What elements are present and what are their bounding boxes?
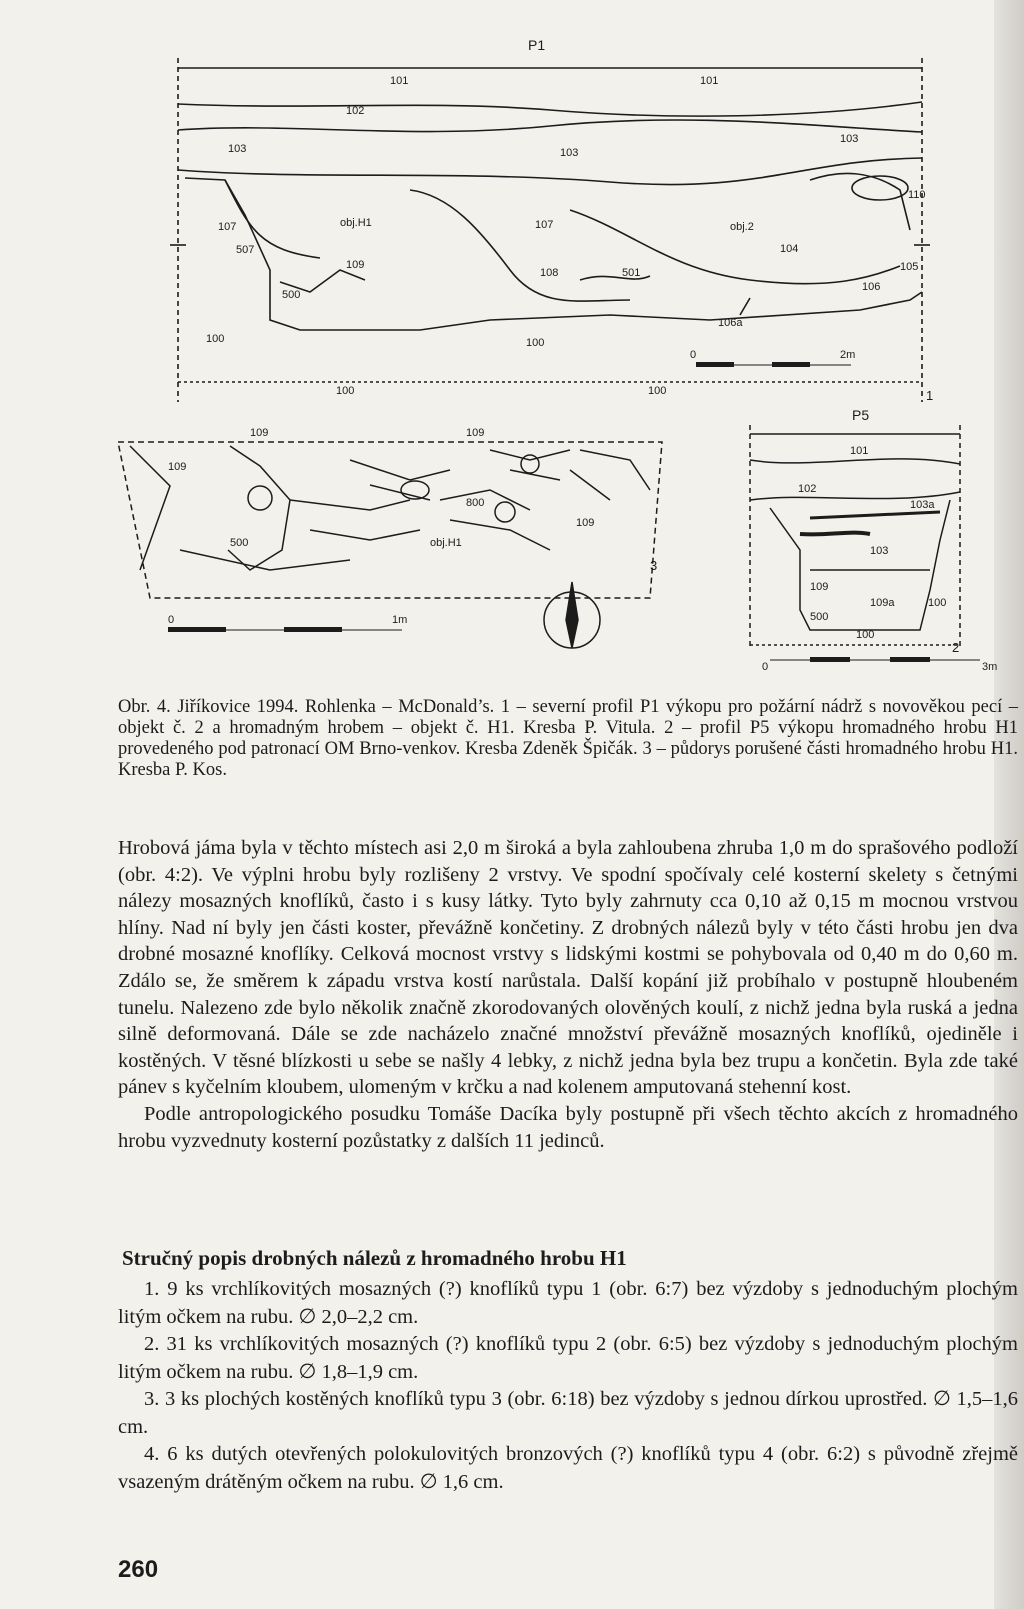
panel-number-1: 1 — [926, 388, 934, 403]
find-item: 2. 31 ks vrchlíkovitých mosazných (?) knoflíků typu 2 (obr. 6:5) bez výzdoby s jednoduchým plochým litým očkem na rubu. ∅ 1,8–1,9 cm. — [118, 1333, 1018, 1383]
p1-label: 106a — [718, 317, 743, 329]
skull-1 — [248, 486, 272, 510]
p1-obj2-a — [410, 190, 630, 301]
skeleton-2 — [350, 460, 450, 500]
profile-p5 — [750, 407, 997, 673]
p1-label: 103 — [840, 133, 859, 145]
p1-label: 108 — [540, 267, 559, 279]
p5-label: 109a — [870, 597, 895, 609]
p1-label: 102 — [346, 105, 365, 117]
p1-oven — [810, 173, 910, 230]
p1-label: 104 — [780, 243, 799, 255]
p1-label: 100 — [648, 385, 667, 397]
p5-label: 103 — [870, 545, 889, 557]
p1-label: 101 — [700, 75, 719, 87]
profile-p1 — [170, 37, 933, 403]
p5-label: 100 — [928, 597, 947, 609]
page-number: 260 — [118, 1556, 159, 1583]
p5-label: 102 — [798, 483, 817, 495]
plan-label: 109 — [576, 517, 595, 529]
skull-4 — [521, 455, 539, 473]
plan-label: 800 — [466, 497, 485, 509]
p1-layer-101 — [178, 102, 922, 116]
skeleton-1 — [228, 446, 290, 570]
p1-layer-labels — [206, 75, 926, 397]
plan-scale-end: 1m — [392, 614, 408, 626]
p5-scale-end: 3m — [982, 661, 998, 673]
p1-label: 105 — [900, 261, 919, 273]
p5-title: P5 — [852, 407, 870, 423]
plan-label: 500 — [230, 537, 249, 549]
find-item: 3. 3 ks plochých kostěných knoflíků typu 3 (obr. 6:18) bez výzdoby s jednou dírkou uprostřed. ∅ 1,5–1,6 cm. — [118, 1388, 1018, 1438]
p1-scale-end: 2m — [840, 349, 856, 361]
p1-label: 501 — [622, 267, 641, 279]
plan-scale-bar — [168, 614, 407, 632]
p1-label: 100 — [206, 333, 225, 345]
plan-h1 — [118, 427, 662, 648]
p1-label: 103 — [228, 143, 247, 155]
panel-number-2: 2 — [952, 640, 960, 655]
p5-scale-start: 0 — [762, 661, 769, 673]
find-item: 1. 9 ks vrchlíkovitých mosazných (?) knoflíků typu 1 (obr. 6:7) bez výzdoby s jednoduchým plochým litým očkem na rubu. ∅ 2,0–2,2 cm. — [118, 1278, 1018, 1328]
figure-caption: Obr. 4. Jiříkovice 1994. Rohlenka – McDonald’s. 1 – severní profil P1 výkopu pro požární nádrž s novověkou pecí – objekt č. 2 a hromadným hrobem – objekt č. H1. Kresba P. Vitula. 2 – profil P5 výkopu hromadného hrobu H1 provedeného pod patronací OM Brno-venkov. Kresba Zdeněk Špičák. 3 – půdorys porušené části hromadného hrobu H1. Kresba P. Kos. — [118, 697, 1018, 780]
p1-label: 106 — [862, 281, 881, 293]
skeleton-5 — [570, 450, 650, 500]
paragraph: Hrobová jáma byla v těchto místech asi 2,0 m široká a byla zahloubena zhruba 1,0 m do sprašového podloží (obr. 4:2). Ve výplni hrobu byly rozlišeny 2 vrstvy. Ve spodní spočívaly celé kosterní skelety s četnými nálezy mosazných knoflíků, často i s kusy látky. Tyto byly zahrnuty cca 0,10 až 0,15 m mocnou vrstvou hlíny. Nad ní byly jen části koster, převážně končetiny. Z drobných nálezů byly v této části hrobu jen dva drobné mosazné knoflíky. Celková mocnost vrstvy s lidskými kostmi se pohybovala od 0,40 m do 0,60 m. Zdálo se, že směrem k západu vrstva kostí narůstala. Další kopání již probíhalo v postupně hloubeném tunelu. Nalezeno zde bylo několik značně zkorodovaných olověných koulí, z nichž jedna byla ruská a jedna silně deformovaná. Dále se zde nacházelo značné množství převážně mosazných knoflíků, ojediněle i kostěných. V těsné blízkosti u sebe se našly 4 lebky, z nichž jedna byla bez trupu a končetin. Byla zde také pánev s kyčelním kloubem, ulomeným v krčku a nad kolenem amputovaná stehenní kost. — [118, 837, 1018, 1099]
skull-3 — [495, 502, 515, 522]
p5-label: 500 — [810, 611, 829, 623]
p5-layer-103a — [810, 512, 940, 518]
plan-label: 109 — [250, 427, 269, 439]
p1-label: 100 — [526, 337, 545, 349]
p1-label: 101 — [390, 75, 409, 87]
body-text — [118, 835, 1018, 1154]
find-item: 4. 6 ks dutých otevřených polokulovitých bronzových (?) knoflíků typu 4 (obr. 6:2) s původně zřejmě vsazeným drátěným očkem na rubu. ∅ 1,6 cm. — [118, 1443, 1018, 1493]
p5-layer-101 — [750, 459, 960, 464]
p1-label: 507 — [236, 244, 255, 256]
p1-label: 100 — [336, 385, 355, 397]
p5-pit-outline — [770, 500, 950, 630]
plan-edge-west — [130, 446, 170, 570]
plan-label: obj.H1 — [430, 537, 462, 549]
p1-label: 500 — [282, 289, 301, 301]
skeleton-1-ribs — [290, 500, 420, 540]
finds-list — [118, 1276, 1018, 1496]
section-heading: Stručný popis drobných nálezů z hromadného hrobu H1 — [122, 1246, 627, 1270]
p1-label: 109 — [346, 259, 365, 271]
plan-label: 109 — [168, 461, 187, 473]
p5-label: 101 — [850, 445, 869, 457]
p1-label: obj.H1 — [340, 217, 372, 229]
p5-label: 109 — [810, 581, 829, 593]
p1-label: 110 — [908, 189, 926, 201]
p1-layer-102 — [178, 120, 922, 132]
plan-scale-start: 0 — [168, 614, 175, 626]
p1-title: P1 — [528, 37, 546, 53]
p5-scale-bar — [762, 657, 997, 673]
p1-label: 107 — [218, 221, 237, 233]
panel-number-3: 3 — [650, 558, 658, 573]
p1-scale-start: 0 — [690, 349, 697, 361]
p1-label: 107 — [535, 219, 554, 231]
figure-drawing — [110, 30, 1015, 695]
p5-bones — [800, 533, 870, 535]
p1-label: obj.2 — [730, 221, 754, 233]
paragraph: Podle antropologického posudku Tomáše Dacíka byly postupně při všech těchto akcích z hromadného hrobu vyzvednuty kosterní pozůstatky z dalších 11 jedinců. — [118, 1102, 1018, 1152]
plan-label: 109 — [466, 427, 485, 439]
p1-scale-bar — [690, 349, 855, 367]
p1-pointer-106a — [740, 298, 750, 315]
p1-label: 103 — [560, 147, 579, 159]
p5-label: 103a — [910, 499, 935, 511]
figure-4 — [110, 30, 1015, 695]
p5-label: 100 — [856, 629, 875, 641]
